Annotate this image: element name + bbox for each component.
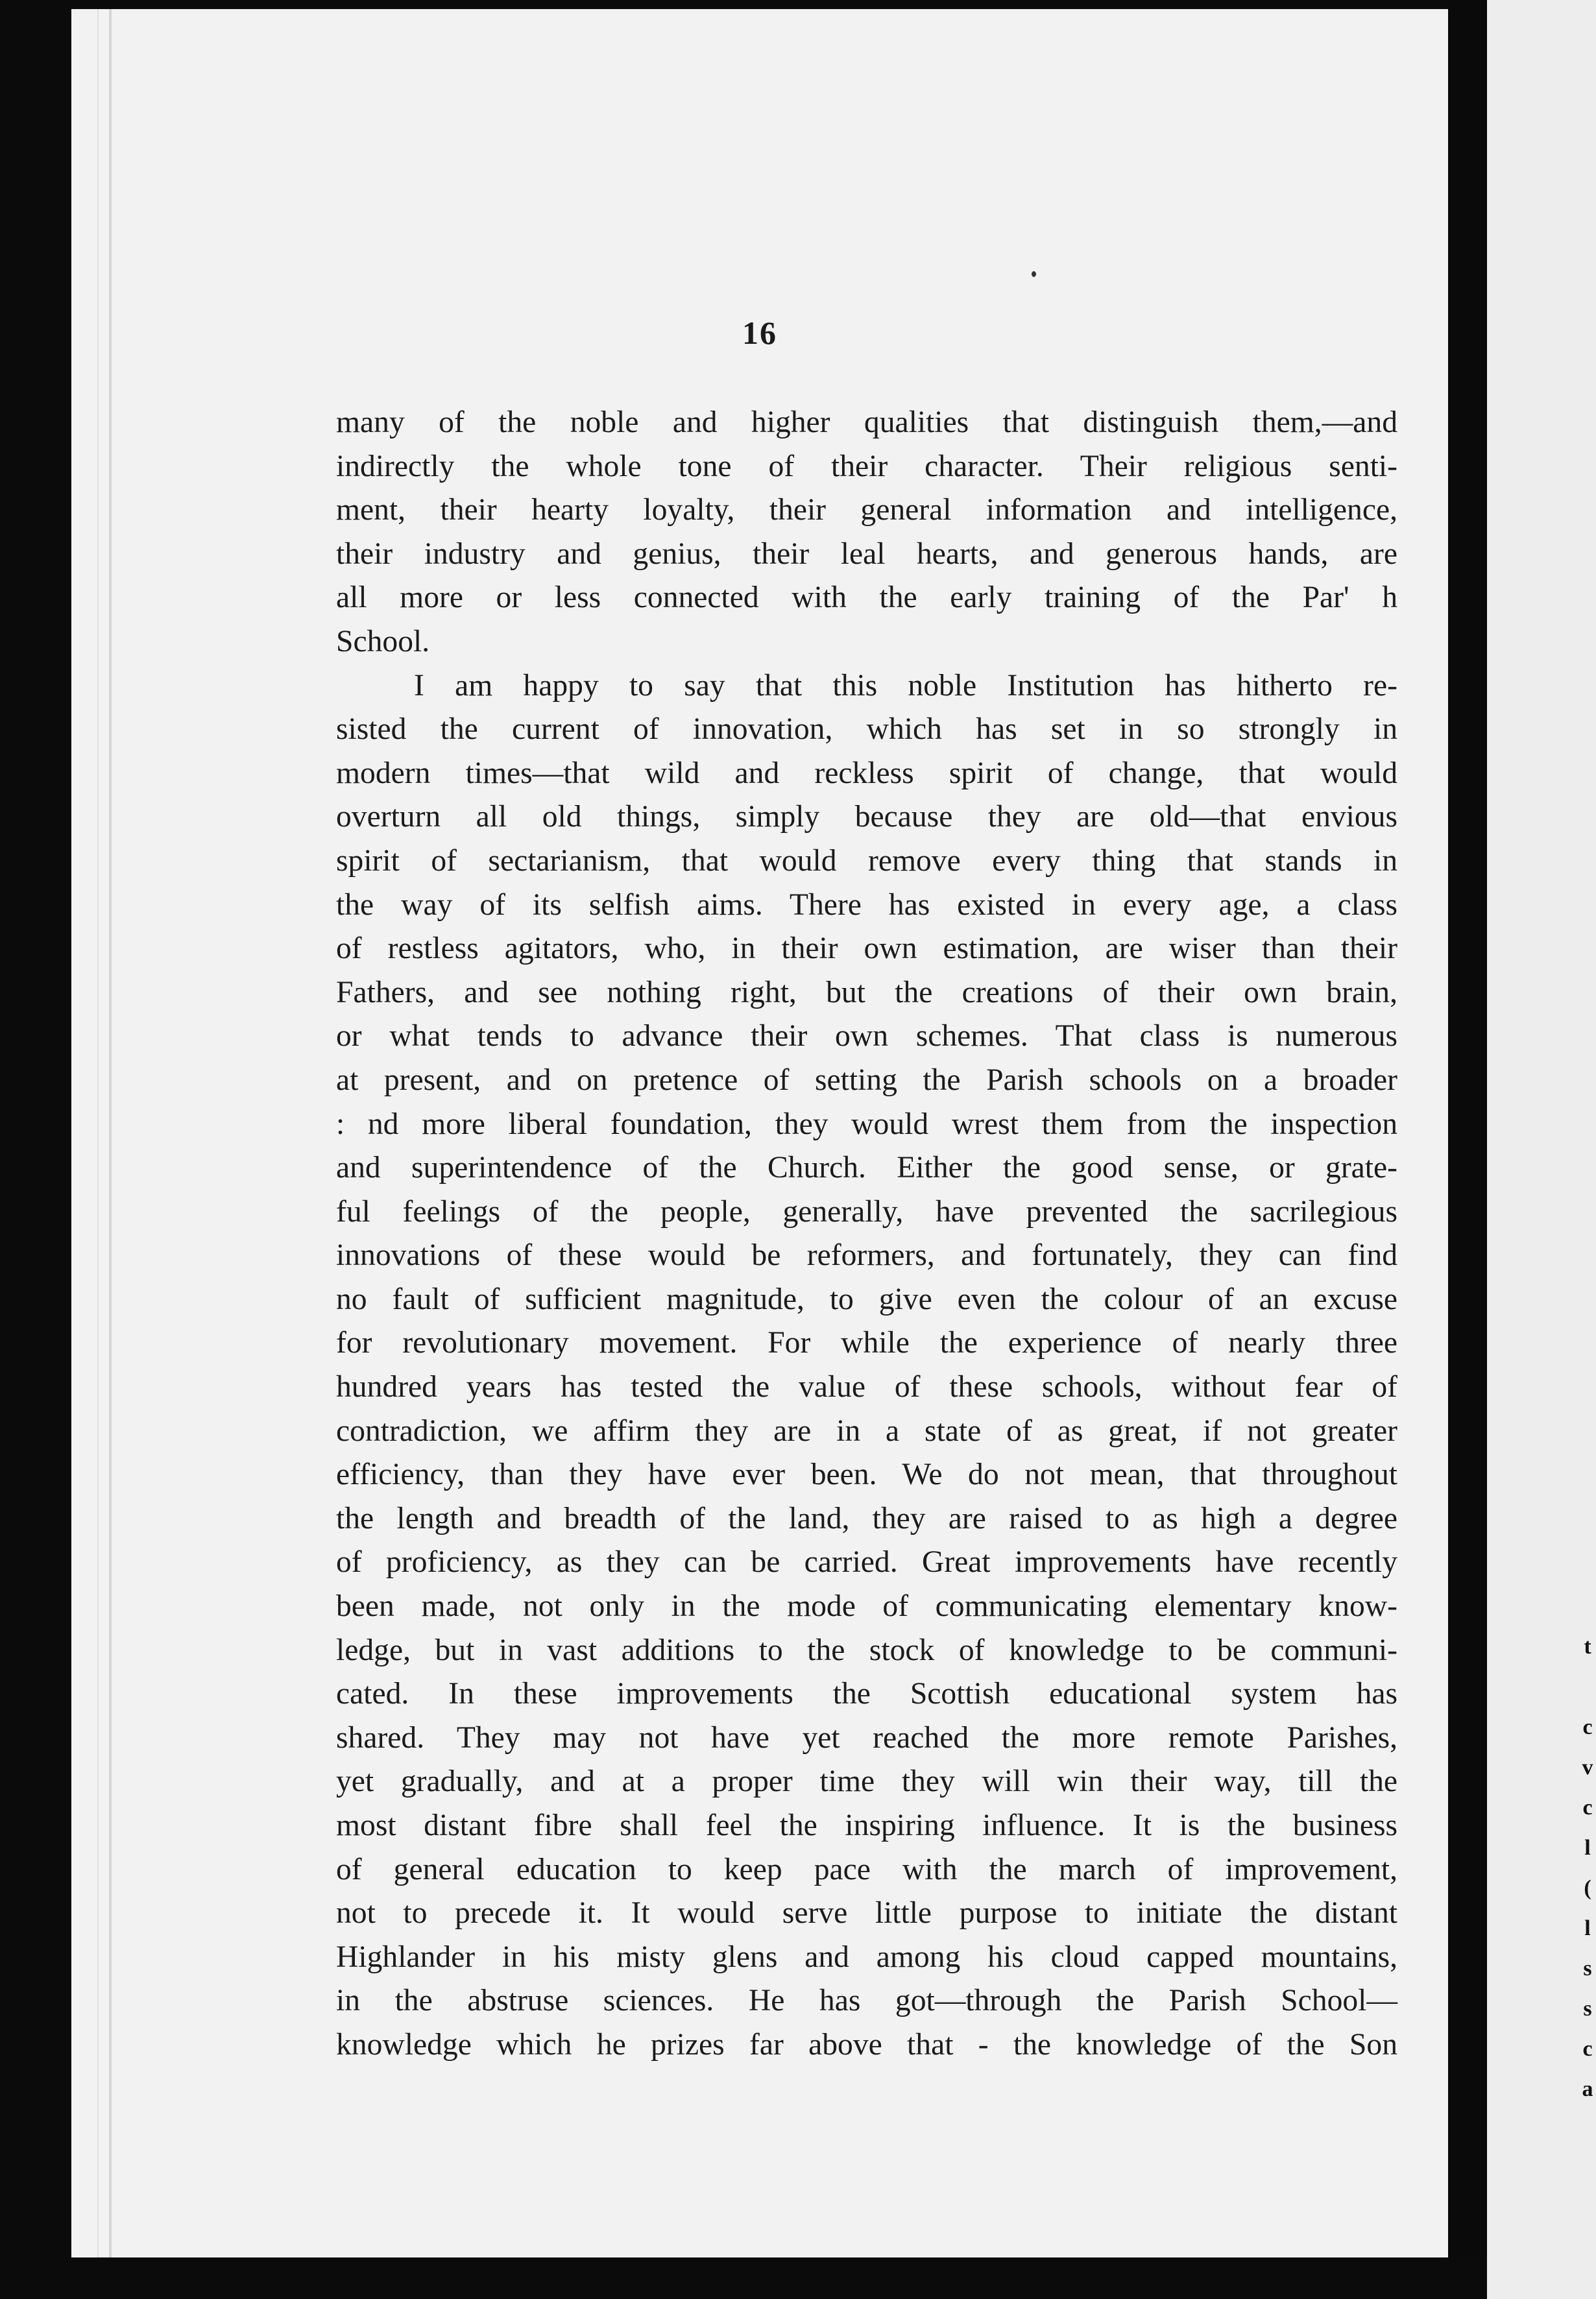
- text-line: Fathers, and see nothing right, but the creations of their own brain,: [336, 975, 1397, 1009]
- text-line: the way of its selfish aims. There has existed in every age, a class: [336, 887, 1397, 922]
- scan-border-left: [0, 0, 71, 2299]
- facing-page-letter: l: [1584, 1916, 1591, 1940]
- body-text: [336, 401, 1397, 2067]
- text-line: or what tends to advance their own schemes. That class is numerous: [336, 1019, 1397, 1053]
- text-line: ledge, but in vast additions to the stock of knowledge to be communi-: [336, 1633, 1397, 1667]
- text-line: at present, and on pretence of setting the Parish schools on a broader: [336, 1063, 1397, 1097]
- page-number: 16: [742, 315, 777, 351]
- book-gutter: [1448, 0, 1487, 2299]
- text-line: of proficiency, as they can be carried. Great improvements have recently: [336, 1545, 1397, 1580]
- facing-page-text: [1578, 1627, 1596, 2110]
- facing-page-letter: v: [1582, 1755, 1593, 1779]
- facing-page-letter: [1578, 1667, 1596, 1707]
- text-line: their industry and genius, their leal hearts, and generous hands, are: [336, 536, 1397, 571]
- text-line: I am happy to say that this noble Institution has hitherto re-: [414, 668, 1397, 703]
- text-line: cated. In these improvements the Scottish educational system has: [336, 1677, 1397, 1711]
- ink-speck: [1032, 271, 1036, 277]
- text-line: ful feelings of the people, generally, have prevented the sacrilegious: [336, 1194, 1397, 1229]
- text-line: spirit of sectarianism, that would remove every thing that stands in: [336, 843, 1397, 878]
- text-line: not to precede it. It would serve little purpose to initiate the distant: [336, 1896, 1397, 1931]
- text-line: knowledge which he prizes far above that - the knowledge of the Son: [336, 2027, 1397, 2062]
- text-line: most distant fibre shall feel the inspiring influence. It is the business: [336, 1809, 1397, 1842]
- text-line: ment, their hearty loyalty, their general information and intelligence,: [336, 493, 1397, 527]
- text-line: efficiency, than they have ever been. We do not mean, that throughout: [336, 1458, 1397, 1492]
- facing-page-letter: c: [1582, 1715, 1593, 1739]
- text-line: School.: [336, 624, 430, 658]
- text-line: shared. They may not have yet reached the more remote Parishes,: [336, 1720, 1397, 1755]
- text-line: Highlander in his misty glens and among his cloud capped mountains,: [336, 1940, 1397, 1974]
- text-line: the length and breadth of the land, they are raised to as high a degree: [336, 1501, 1397, 1535]
- text-line: contradiction, we affirm they are in a state of as great, if not greater: [336, 1414, 1397, 1448]
- text-line: of general education to keep pace with the march of improvement,: [336, 1852, 1397, 1886]
- text-line: overturn all old things, simply because they are old—that envious: [336, 800, 1397, 834]
- facing-page-letter: a: [1582, 2077, 1593, 2101]
- facing-page-letter: c: [1582, 1796, 1593, 1820]
- text-line: for revolutionary movement. For while the experience of nearly three: [336, 1326, 1397, 1360]
- text-line: been made, not only in the mode of communicating elementary know-: [336, 1589, 1397, 1624]
- text-line: all more or less connected with the early training of the Par' h: [336, 581, 1397, 615]
- book-page: [71, 9, 1448, 2257]
- text-line: sisted the current of innovation, which has set in so strongly in: [336, 712, 1397, 747]
- text-line: hundred years has tested the value of these schools, without fear of: [336, 1370, 1397, 1404]
- text-line: and superintendence of the Church. Either the good sense, or grate-: [336, 1151, 1397, 1185]
- text-line: yet gradually, and at a proper time they will win their way, till the: [336, 1764, 1397, 1799]
- facing-page-letter: l: [1584, 1836, 1591, 1860]
- facing-page-letter: t: [1584, 1635, 1591, 1659]
- facing-page-letter: s: [1583, 1997, 1592, 2021]
- text-line: in the abstruse sciences. He has got—through the Parish School—: [336, 1984, 1397, 2018]
- facing-page-edge: [1487, 0, 1596, 2299]
- text-line: indirectly the whole tone of their character. Their religious senti-: [336, 449, 1397, 483]
- text-line: many of the noble and higher qualities that distinguish them,—and: [336, 405, 1397, 439]
- scan-border-bottom: [0, 2257, 1596, 2299]
- facing-page-letter: c: [1582, 2037, 1593, 2061]
- text-line: modern times—that wild and reckless spirit of change, that would: [336, 756, 1397, 790]
- facing-page-letter: (: [1584, 1876, 1591, 1900]
- text-line: of restless agitators, who, in their own estimation, are wiser than their: [336, 932, 1397, 966]
- scan-border-top: [0, 0, 1596, 9]
- text-line: : nd more liberal foundation, they would wrest them from the inspection: [336, 1107, 1397, 1141]
- text-line: no fault of sufficient magnitude, to give even the colour of an excuse: [336, 1282, 1397, 1316]
- facing-page-letter: s: [1583, 1956, 1592, 1980]
- text-line: innovations of these would be reformers, and fortunately, they can find: [336, 1238, 1397, 1273]
